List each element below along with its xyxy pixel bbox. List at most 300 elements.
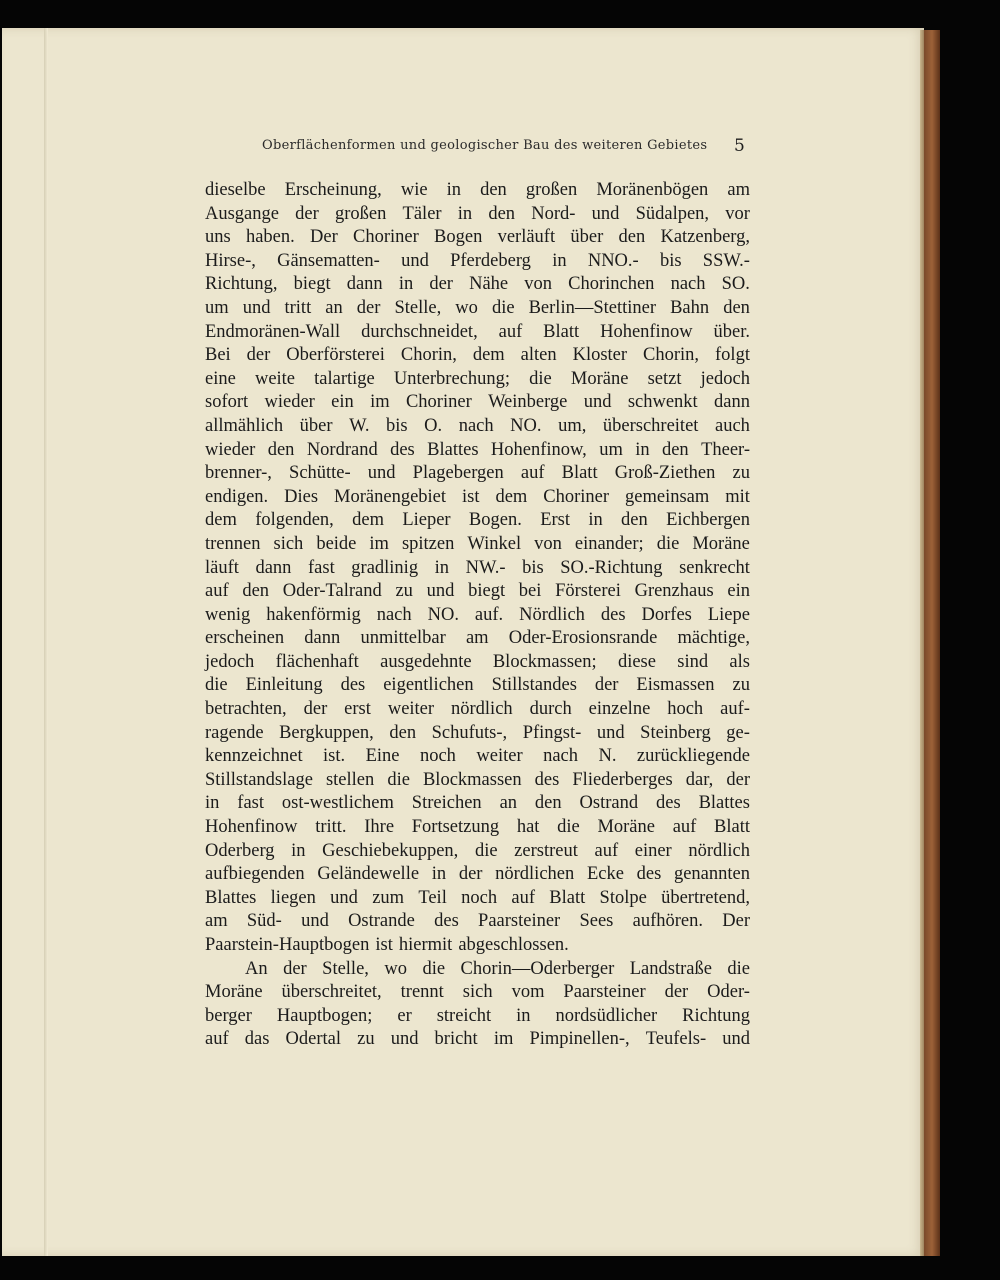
word: SO.-Richtung: [560, 557, 663, 578]
word: Ihre: [364, 817, 395, 838]
word: jedoch: [700, 368, 750, 389]
word: NO.: [510, 415, 542, 436]
word: Stillstandes: [491, 675, 577, 696]
word: hoch: [667, 699, 704, 720]
word: liegen: [270, 887, 316, 908]
text-line: [205, 509, 750, 533]
word: ost-westlichem: [281, 793, 394, 814]
word: aufbiegenden: [205, 864, 305, 885]
text-line: [205, 816, 750, 840]
word: und: [330, 887, 358, 908]
word: stellen: [325, 769, 375, 790]
word: wo: [384, 958, 407, 979]
word: Blockmassen: [422, 769, 522, 790]
word: des: [434, 911, 459, 932]
word: Nord-: [531, 203, 576, 224]
word: Moräne: [692, 533, 750, 554]
word: vom: [511, 982, 545, 1003]
word: zu: [395, 581, 413, 602]
word: über: [570, 227, 604, 248]
word: eine: [205, 368, 236, 389]
word: Gänsematten-: [277, 250, 380, 271]
word: biegt: [468, 581, 506, 602]
word: endigen.: [205, 486, 269, 507]
word: ist: [375, 935, 393, 955]
text-line: [205, 439, 750, 463]
word: Blockmassen;: [492, 651, 597, 672]
word: dann: [304, 628, 341, 649]
word: den: [389, 722, 417, 743]
word: der: [283, 958, 307, 979]
text-line: [205, 674, 750, 698]
word: Pimpinellen-,: [529, 1029, 630, 1050]
word: vor: [725, 203, 750, 224]
word: der: [295, 203, 319, 224]
word: die: [491, 297, 515, 318]
word: in: [398, 274, 414, 295]
word: dar,: [685, 769, 714, 790]
text-line: [205, 840, 750, 864]
word: hiermit: [398, 935, 453, 955]
text-line: [205, 486, 750, 510]
word: Moränenbögen: [596, 180, 709, 200]
word: Oder-: [707, 982, 750, 1003]
word: Winkel: [467, 533, 522, 554]
word: NNO.-: [587, 250, 639, 271]
word: nördlich: [688, 840, 750, 861]
word: folgt: [715, 345, 750, 366]
word: am: [205, 911, 228, 932]
word: ein: [331, 392, 354, 413]
word: Oberförsterei: [286, 345, 385, 366]
word: allmählich: [205, 415, 284, 436]
text-line: [205, 344, 750, 368]
word: uns: [205, 227, 231, 248]
word: auf.: [474, 604, 504, 625]
text-line: [205, 580, 750, 604]
word: und: [583, 392, 612, 413]
word: im: [370, 392, 390, 413]
word: wenig: [205, 604, 251, 625]
word: fast: [308, 557, 335, 578]
text-line: [205, 391, 750, 415]
word: Blattes: [698, 793, 750, 814]
word: der: [664, 982, 689, 1003]
word: erst: [344, 699, 371, 720]
word: tritt: [284, 297, 312, 318]
word: haben.: [245, 227, 295, 248]
text-line: [205, 604, 750, 628]
word: Schütte-: [289, 463, 351, 484]
word: dann: [255, 557, 292, 578]
word: am: [465, 628, 489, 649]
word: von: [524, 274, 552, 295]
word: Nähe: [469, 274, 509, 295]
word: als: [729, 651, 750, 672]
word: fast: [237, 793, 264, 814]
word: einer: [634, 840, 672, 861]
word: Schufuts-,: [431, 722, 508, 743]
text-line: [205, 863, 750, 887]
text-line: [205, 887, 750, 911]
word: die: [205, 675, 228, 696]
word: An: [245, 958, 268, 979]
text-line: [205, 273, 750, 297]
word: biegt: [293, 274, 331, 295]
word: Blattes: [427, 439, 479, 460]
word: übertretend,: [661, 887, 750, 908]
text-line: [205, 722, 750, 746]
text-line: [205, 910, 750, 934]
word: in: [635, 439, 650, 460]
word: des: [390, 439, 415, 460]
word: Grenzhaus: [634, 581, 714, 602]
word: Eine: [365, 746, 400, 767]
word: weiter: [387, 699, 435, 720]
word: Chorin,: [400, 345, 457, 366]
word: den: [267, 439, 295, 460]
word: tritt.: [315, 817, 347, 838]
word: nach: [458, 415, 494, 436]
word: einzelne: [588, 699, 651, 720]
word: Stelle,: [322, 958, 369, 979]
word: dieselbe: [205, 180, 266, 200]
word: Moräne: [205, 982, 263, 1003]
word: Dorfes: [641, 604, 692, 625]
word: senkrecht: [679, 557, 750, 578]
text-line: [205, 462, 750, 486]
word: der: [458, 864, 483, 885]
text-line: [205, 958, 750, 982]
word: noch: [419, 746, 456, 767]
word: auf: [205, 1029, 229, 1050]
text-line: [205, 745, 750, 769]
word: bis: [386, 415, 408, 436]
word: die: [387, 769, 410, 790]
word: Katzenberg,: [660, 227, 750, 248]
word: Blatt: [561, 463, 598, 484]
word: spitzen: [401, 533, 455, 554]
word: diese: [617, 651, 656, 672]
word: weiter: [476, 746, 523, 767]
word: beide: [316, 533, 357, 554]
word: Geländewelle: [317, 864, 420, 885]
word: und: [596, 722, 625, 743]
word: Dies: [284, 486, 319, 507]
word: die: [474, 840, 498, 861]
word: Choriner: [353, 227, 419, 248]
word: trennen: [205, 533, 261, 554]
text-line: [205, 698, 750, 722]
word: in: [552, 250, 567, 271]
word: den: [480, 180, 507, 200]
word: auf: [672, 817, 697, 838]
word: Theer-: [701, 439, 750, 460]
word: folgenden,: [255, 510, 334, 531]
text-line: [205, 792, 750, 816]
word: Ostrand: [579, 793, 639, 814]
word: die: [557, 817, 580, 838]
word: weite: [254, 368, 296, 389]
word: des: [636, 864, 662, 885]
word: Paarsteiner: [478, 911, 561, 932]
word: überschreitet: [602, 415, 699, 436]
word: Unterbrechung;: [393, 368, 511, 389]
word: streicht: [436, 1005, 492, 1026]
word: Der: [722, 911, 750, 932]
word: bricht: [434, 1029, 478, 1050]
word: in: [516, 1005, 531, 1026]
word: flächenhaft: [275, 651, 359, 672]
text-line: [205, 533, 750, 557]
word: wieder: [205, 439, 256, 460]
word: kennzeichnet: [205, 746, 303, 767]
text-line: [205, 297, 750, 321]
word: wo: [455, 297, 478, 318]
word: dann: [714, 392, 750, 413]
word: zum: [372, 887, 405, 908]
word: in: [588, 510, 603, 531]
word: ist.: [323, 746, 346, 767]
word: Ausgange: [205, 203, 279, 224]
word: dem: [495, 486, 528, 507]
word: Liepe: [707, 604, 750, 625]
word: Stillstandslage: [205, 769, 313, 790]
word: berger: [205, 1005, 252, 1026]
text-line: [205, 651, 750, 675]
word: bis: [659, 250, 682, 271]
word: nach: [670, 274, 706, 295]
word: Eichbergen: [666, 510, 750, 531]
word: eigentlichen: [383, 675, 474, 696]
word: großen: [525, 180, 578, 200]
word: ist: [462, 486, 480, 507]
word: Oder-Erosionsrande: [508, 628, 658, 649]
word: die: [422, 958, 446, 979]
word: der: [303, 699, 328, 720]
text-line: [205, 250, 750, 274]
word: Bogen.: [468, 510, 522, 531]
word: sich: [273, 533, 304, 554]
word: Odertal: [285, 1029, 341, 1050]
word: in: [431, 864, 447, 885]
word: Kloster: [572, 345, 628, 366]
word: dem: [205, 510, 237, 531]
word: im: [493, 1029, 514, 1050]
word: Försterei: [555, 581, 621, 602]
word: SO.: [721, 274, 750, 295]
word: Hirse-,: [205, 250, 256, 271]
text-line: [205, 627, 750, 651]
word: und: [426, 581, 455, 602]
word: Geschiebekuppen,: [322, 840, 459, 861]
word: trennt: [400, 982, 444, 1003]
text-line: [205, 203, 750, 227]
word: der: [356, 297, 381, 318]
word: alten: [520, 345, 557, 366]
word: sich: [462, 982, 493, 1003]
word: von: [534, 533, 562, 554]
word: die: [727, 958, 750, 979]
word: hat: [516, 817, 540, 838]
word: Plagebergen: [412, 463, 504, 484]
word: Blattes: [205, 887, 257, 908]
word: Blatt: [549, 887, 586, 908]
word: wieder: [264, 392, 315, 413]
word: Eismassen: [636, 675, 715, 696]
word: und: [367, 463, 396, 484]
word: am: [727, 180, 750, 200]
word: Teil: [418, 887, 447, 908]
running-head: Oberflächenformen und geologischer Bau des weiteren Gebietes: [262, 138, 708, 153]
word: Blatt: [714, 817, 750, 838]
word: Bahn: [670, 297, 710, 318]
word: Landstraße: [629, 958, 712, 979]
word: O.: [424, 415, 443, 436]
word: auch: [714, 415, 750, 436]
word: und: [301, 911, 329, 932]
word: ragende: [205, 722, 264, 743]
word: Nördlich: [519, 604, 585, 625]
word: den: [618, 227, 646, 248]
word: ein: [727, 581, 750, 602]
word: den: [242, 581, 270, 602]
word: Hauptbogen;: [276, 1005, 373, 1026]
word: des: [656, 793, 681, 814]
word: er: [397, 1005, 412, 1026]
word: verläuft: [497, 227, 556, 248]
word: überschreitet,: [281, 982, 382, 1003]
word: zurückliegende: [636, 746, 750, 767]
word: Ostrande: [348, 911, 415, 932]
word: gemeinsam: [625, 486, 710, 507]
word: Stelle,: [394, 297, 442, 318]
word: Endmoränen-Wall: [205, 321, 341, 342]
word: Einleitung: [245, 675, 323, 696]
word: Südalpen,: [635, 203, 710, 224]
word: talartige: [314, 368, 375, 389]
book-spine: [924, 30, 940, 1256]
word: Pferdeberg: [450, 250, 531, 271]
text-line: [205, 981, 750, 1005]
word: Groß-Ziethen: [614, 463, 716, 484]
word: SSW.-: [702, 250, 750, 271]
word: W.: [349, 415, 370, 436]
word: sofort: [205, 392, 249, 413]
word: und: [242, 297, 271, 318]
word: Stolpe: [599, 887, 647, 908]
word: auf: [594, 840, 619, 861]
word: dann: [346, 274, 383, 295]
word: nach: [543, 746, 579, 767]
page-edge-shadow: [44, 28, 48, 1256]
word: unmittelbar: [360, 628, 446, 649]
word: Süd-: [246, 911, 282, 932]
word: NO.: [427, 604, 459, 625]
text-line: [205, 1005, 750, 1029]
word: nordsüdlicher: [555, 1005, 658, 1026]
word: genannten: [673, 864, 750, 885]
word: aufhören.: [632, 911, 704, 932]
text-line: [205, 1028, 750, 1052]
word: und: [591, 203, 620, 224]
word: zu: [357, 1029, 375, 1050]
word: nach: [376, 604, 412, 625]
text-line: [205, 415, 750, 439]
word: Teufels-: [645, 1029, 707, 1050]
word: Paarsteiner: [563, 982, 646, 1003]
word: nördlichen: [495, 864, 575, 885]
word: über.: [713, 321, 750, 342]
word: Der: [310, 227, 338, 248]
word: Choriner: [405, 392, 472, 413]
word: Paarstein-Hauptbogen: [205, 935, 370, 955]
word: läuft: [205, 557, 239, 578]
word: den: [723, 297, 750, 318]
word: in: [434, 557, 450, 578]
word: Hohenfinow: [205, 817, 298, 838]
word: N.: [598, 746, 617, 767]
word: Chorin,: [643, 345, 700, 366]
word: Bergkuppen,: [279, 722, 374, 743]
word: zu: [732, 675, 750, 696]
word: Pfingst-: [522, 722, 582, 743]
word: ausgedehnte: [380, 651, 472, 672]
word: wie: [400, 180, 428, 200]
word: Oder-Talrand: [282, 581, 382, 602]
word: den: [534, 793, 562, 814]
word: Berlin—Stettiner: [528, 297, 657, 318]
word: nördlich: [451, 699, 513, 720]
word: ge-: [726, 722, 750, 743]
word: der: [594, 675, 619, 696]
word: der: [246, 345, 271, 366]
word: bis: [522, 557, 544, 578]
word: jedoch: [205, 651, 255, 672]
word: Bei: [205, 345, 231, 366]
word: Moräne: [597, 817, 655, 838]
word: und: [401, 250, 429, 271]
word: die: [529, 368, 552, 389]
word: um: [205, 297, 229, 318]
word: Streichen: [411, 793, 482, 814]
body-text: [205, 179, 750, 1052]
word: einander;: [574, 533, 644, 554]
word: Fortsetzung: [411, 817, 500, 838]
word: der: [726, 769, 750, 790]
word: in: [446, 180, 462, 200]
word: Hohenfinow: [600, 321, 693, 342]
word: auf: [520, 463, 545, 484]
word: in: [291, 840, 306, 861]
word: auf: [511, 887, 535, 908]
word: des: [534, 769, 560, 790]
word: gradlinig: [351, 557, 419, 578]
word: Moränengebiet: [334, 486, 447, 507]
word: dem: [472, 345, 505, 366]
word: Oderberg: [205, 840, 275, 861]
word: Erscheinung,: [284, 180, 382, 200]
word: großen: [334, 203, 387, 224]
text-line: [205, 557, 750, 581]
word: Bogen: [434, 227, 483, 248]
word: hakenförmig: [266, 604, 361, 625]
text-line: [205, 321, 750, 345]
word: zu: [732, 463, 750, 484]
word: und: [722, 1029, 750, 1050]
word: den: [488, 203, 516, 224]
text-line: [205, 179, 750, 203]
